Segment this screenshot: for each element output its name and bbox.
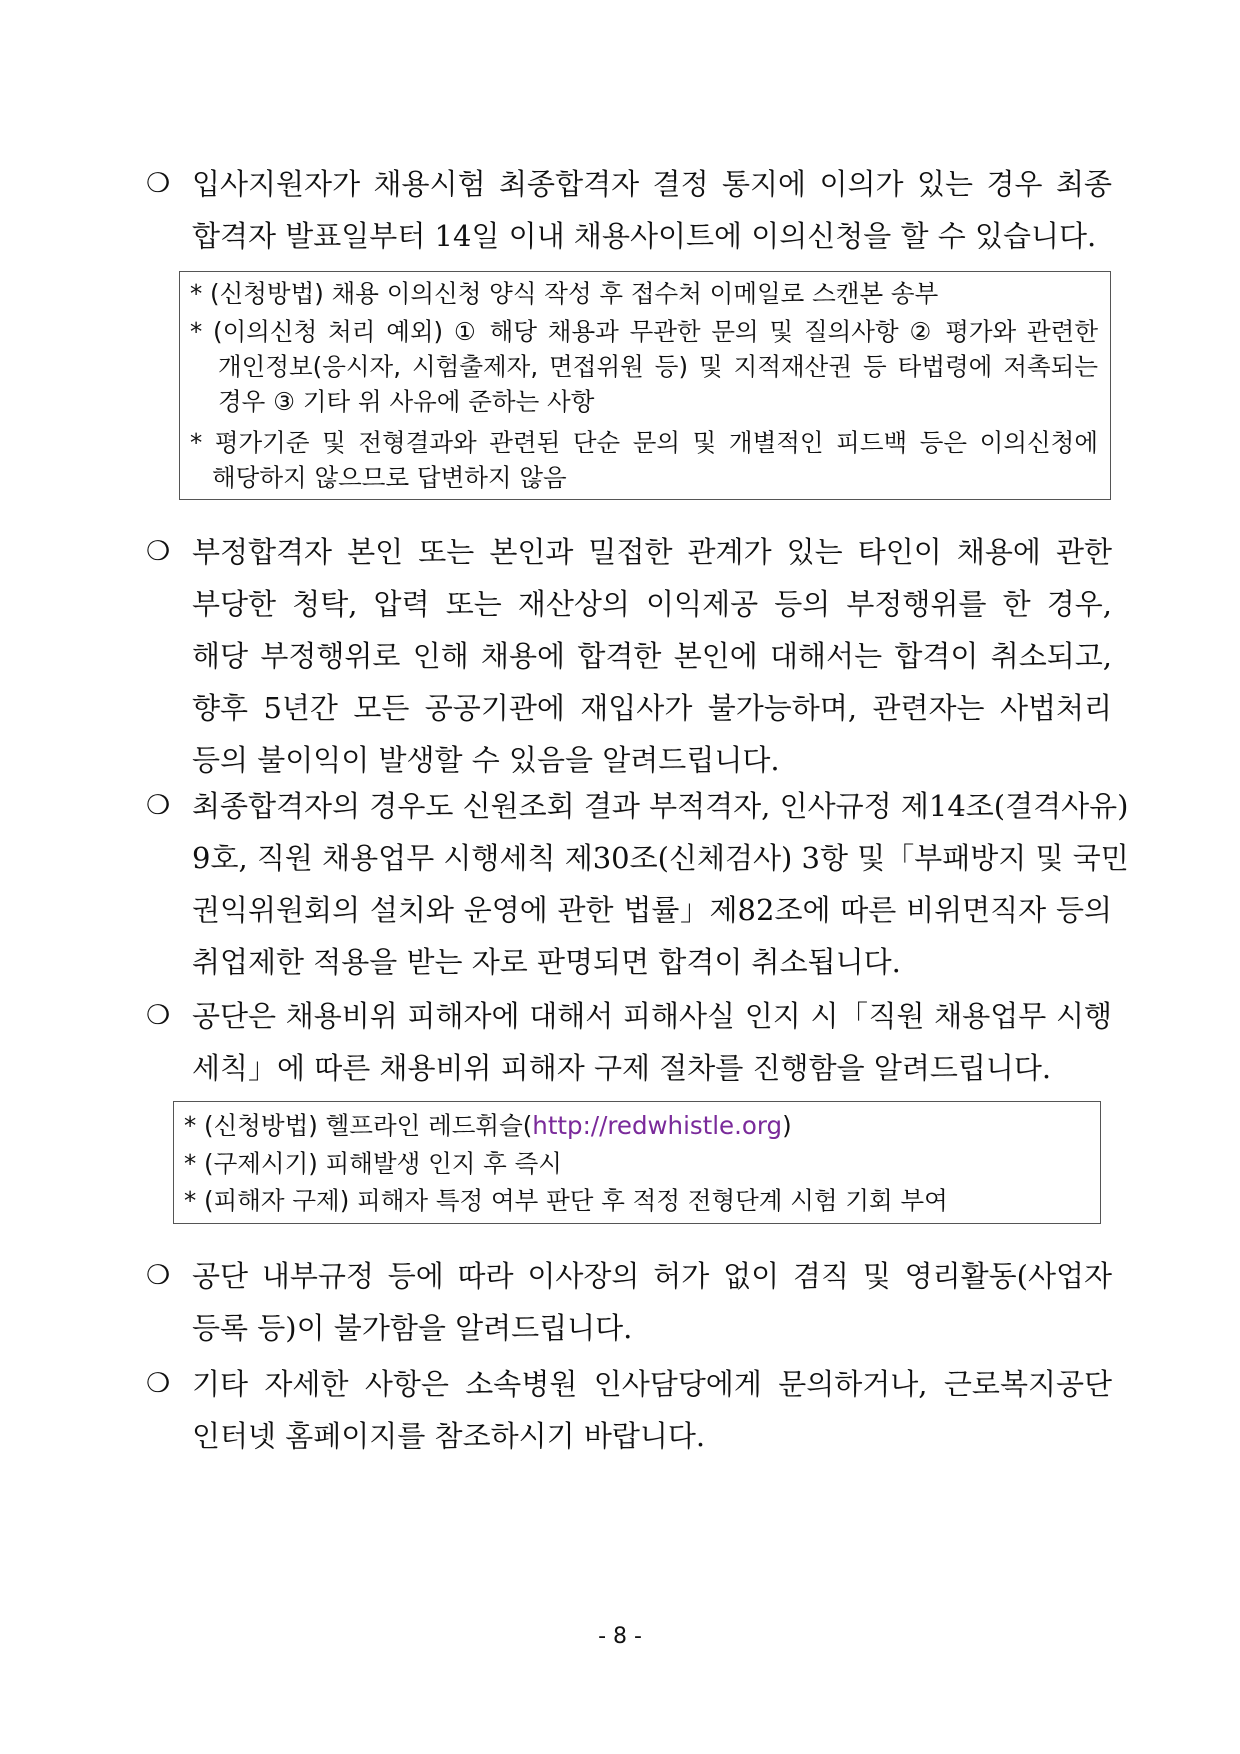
paragraph-line: 입사지원자가 채용시험 최종합격자 결정 통지에 이의가 있는 경우 최종 (192, 167, 1112, 201)
note-line: * (이의신청 처리 예외) ① 해당 채용과 무관한 문의 및 질의사항 ② 평가와 관련한 (190, 317, 1098, 346)
bullet-icon: ❍ (146, 1260, 171, 1291)
paragraph-line: 취업제한 적용을 받는 자로 판명되면 합격이 취소됩니다. (192, 945, 901, 979)
paragraph-line: 등록 등)이 불가함을 알려드립니다. (192, 1311, 633, 1345)
bullet-icon: ❍ (146, 1000, 171, 1031)
objection-notes-box (179, 271, 1111, 500)
bullet-icon: ❍ (146, 1368, 171, 1399)
paragraph-line: 공단 내부규정 등에 따라 이사장의 허가 없이 겸직 및 영리활동(사업자 (192, 1259, 1112, 1293)
note-line: 개인정보(응시자, 시험출제자, 면접위원 등) 및 지적재산권 등 타법령에 저촉되는 (218, 352, 1098, 381)
note-line: * 평가기준 및 전형결과와 관련된 단순 문의 및 개별적인 피드백 등은 이의신청에 (190, 428, 1098, 457)
paragraph-line: 향후 5년간 모든 공공기관에 재입사가 불가능하며, 관련자는 사법처리 (192, 691, 1112, 725)
note-line: * (피해자 구제) 피해자 특정 여부 판단 후 적정 전형단계 시험 기회 부여 (184, 1186, 948, 1215)
paragraph-line: 세칙」에 따른 채용비위 피해자 구제 절차를 진행함을 알려드립니다. (192, 1051, 1052, 1085)
note-text: * (신청방법) 헬프라인 레드휘슬( (184, 1111, 533, 1140)
relief-notes-box (173, 1101, 1101, 1224)
paragraph-line: 인터넷 홈페이지를 참조하시기 바랍니다. (192, 1419, 706, 1453)
paragraph-line: 등의 불이익이 발생할 수 있음을 알려드립니다. (192, 743, 780, 777)
paragraph-line: 합격자 발표일부터 14일 이내 채용사이트에 이의신청을 할 수 있습니다. (192, 219, 1097, 253)
note-line: * (구제시기) 피해발생 인지 후 즉시 (184, 1149, 562, 1178)
bullet-icon: ❍ (146, 536, 171, 567)
paragraph-line: 공단은 채용비위 피해자에 대해서 피해사실 인지 시「직원 채용업무 시행 (192, 999, 1112, 1033)
note-line (184, 1107, 792, 1145)
note-text: ) (782, 1111, 792, 1140)
redwhistle-link[interactable]: http://redwhistle.org (532, 1111, 783, 1140)
paragraph-line: 부당한 청탁, 압력 또는 재산상의 이익제공 등의 부정행위를 한 경우, (192, 587, 1112, 621)
paragraph-line: 부정합격자 본인 또는 본인과 밀접한 관계가 있는 타인이 채용에 관한 (192, 535, 1112, 569)
note-line: 해당하지 않으므로 답변하지 않음 (212, 463, 567, 492)
bullet-icon: ❍ (146, 168, 171, 199)
paragraph-line: 최종합격자의 경우도 신원조회 결과 부적격자, 인사규정 제14조(결격사유) (192, 789, 1129, 823)
bullet-icon: ❍ (146, 790, 171, 821)
paragraph-line: 기타 자세한 사항은 소속병원 인사담당에게 문의하거나, 근로복지공단 (192, 1367, 1112, 1401)
note-line: * (신청방법) 채용 이의신청 양식 작성 후 접수처 이메일로 스캔본 송부 (190, 279, 939, 308)
page-number: - 8 - (598, 1624, 642, 1649)
paragraph-line: 9호, 직원 채용업무 시행세칙 제30조(신체검사) 3항 및「부패방지 및 국민 (192, 841, 1129, 875)
paragraph-line: 권익위원회의 설치와 운영에 관한 법률」제82조에 따른 비위면직자 등의 (192, 893, 1112, 927)
paragraph-line: 해당 부정행위로 인해 채용에 합격한 본인에 대해서는 합격이 취소되고, (192, 639, 1112, 673)
note-line: 경우 ③ 기타 위 사유에 준하는 사항 (218, 387, 595, 416)
